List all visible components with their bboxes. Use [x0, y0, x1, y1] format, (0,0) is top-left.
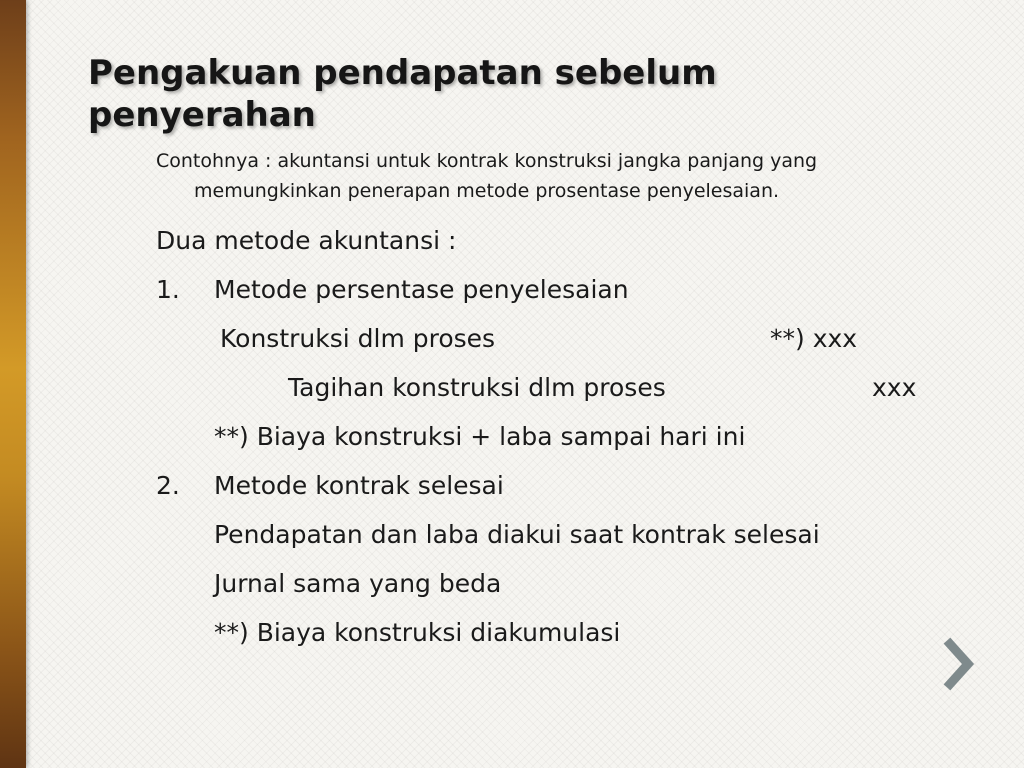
method-1-note: **) Biaya konstruksi + laba sampai hari ini	[214, 422, 746, 451]
method-2-number: 2.	[156, 471, 180, 500]
journal-debit-amount: **) xxx	[770, 324, 858, 353]
intro-line-1: Contohnya : akuntansi untuk kontrak konstruksi jangka panjang yang	[156, 150, 818, 172]
journal-credit-amount: xxx	[872, 373, 917, 402]
intro-paragraph	[156, 146, 976, 206]
method-2-line-1: Pendapatan dan laba diakui saat kontrak selesai	[214, 520, 820, 549]
method-2-note: **) Biaya konstruksi diakumulasi	[214, 618, 621, 647]
journal-debit-account: Konstruksi dlm proses	[220, 324, 496, 353]
method-1-label: Metode persentase penyelesaian	[214, 275, 629, 304]
slide-content	[156, 146, 976, 657]
method-1-number: 1.	[156, 275, 180, 304]
methods-heading: Dua metode akuntansi :	[156, 226, 457, 255]
method-2-line-2: Jurnal sama yang beda	[214, 569, 502, 598]
method-2-item	[156, 461, 976, 510]
slide-title-line-1: Pengakuan pendapatan sebelum	[88, 53, 717, 93]
next-slide-button[interactable]	[940, 636, 980, 692]
chevron-right-icon	[940, 636, 980, 692]
journal-debit-row	[156, 314, 976, 363]
intro-line-2: memungkinkan penerapan metode prosentase penyelesaian.	[194, 180, 780, 202]
journal-credit-row	[156, 363, 976, 412]
slide-title	[88, 52, 848, 136]
method-2-label: Metode kontrak selesai	[214, 471, 504, 500]
slide-title-line-2: penyerahan	[88, 95, 316, 135]
journal-credit-account: Tagihan konstruksi dlm proses	[288, 373, 666, 402]
method-1-item	[156, 265, 976, 314]
decorative-side-bar	[0, 0, 26, 768]
